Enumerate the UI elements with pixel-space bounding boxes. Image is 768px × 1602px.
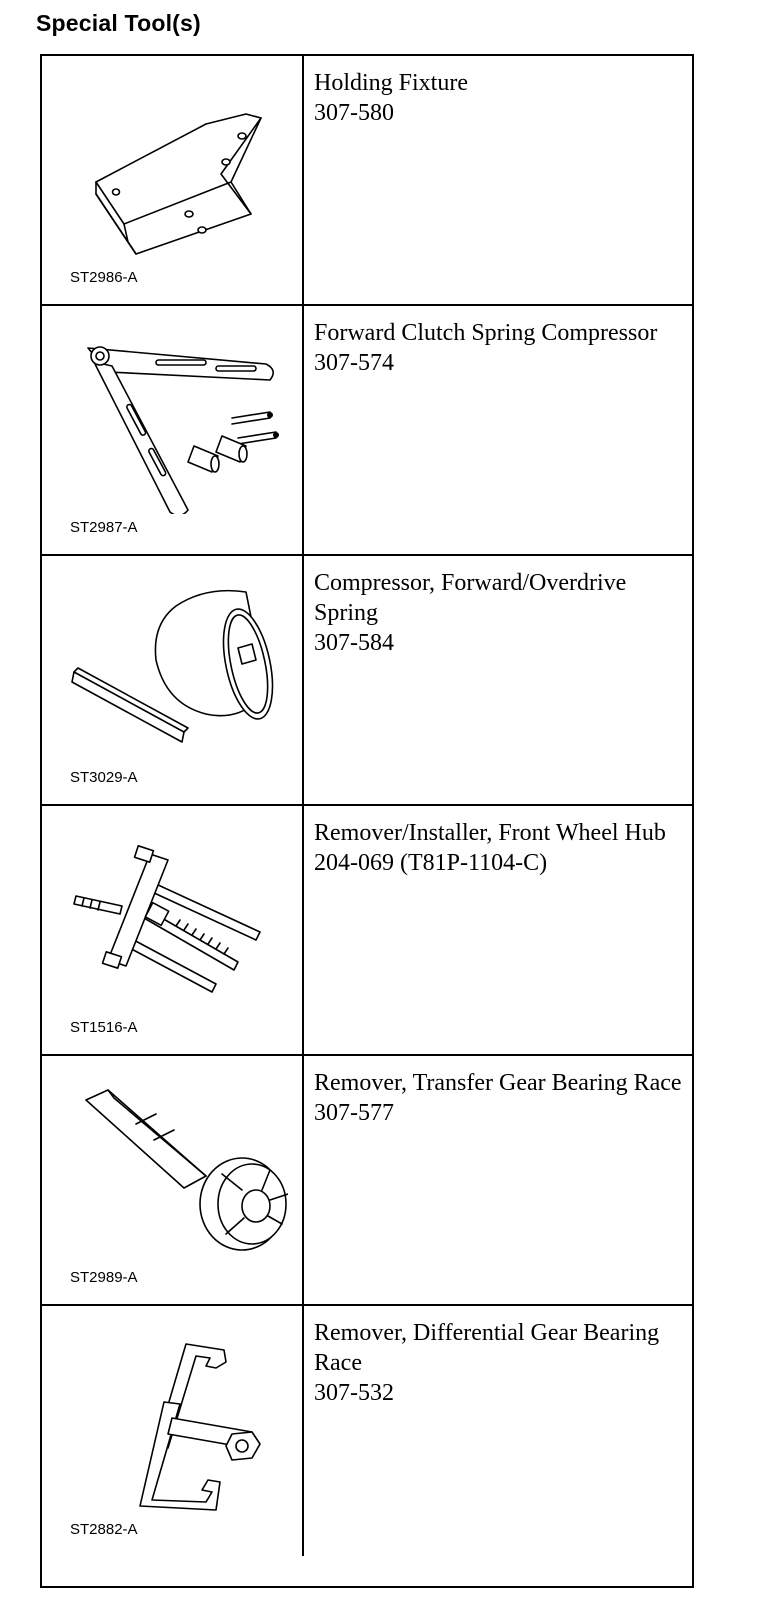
tool-description — [314, 568, 686, 658]
tool-number: 307-580 — [314, 100, 394, 126]
table-row — [42, 556, 692, 806]
tool-name: Forward Clutch Spring Compressor — [314, 320, 658, 346]
table-row — [42, 1306, 692, 1556]
illustration-code: ST3029-A — [70, 769, 138, 786]
illustration-cell — [42, 306, 304, 554]
hub-puller-illustration — [56, 814, 288, 1014]
table-row — [42, 806, 692, 1056]
tool-name: Compressor, Forward/Overdrive Spring — [314, 570, 627, 626]
holding-fixture-illustration — [56, 64, 288, 264]
tool-description — [314, 68, 686, 128]
page-title: Special Tool(s) — [36, 10, 201, 36]
illustration-cell — [42, 806, 304, 1054]
illustration-code: ST2987-A — [70, 519, 138, 536]
tool-description — [314, 818, 686, 878]
table-row — [42, 56, 692, 306]
tool-number: 204-069 (T81P-1104-C) — [314, 850, 548, 876]
illustration-code: ST2882-A — [70, 1521, 138, 1538]
tool-number: 307-577 — [314, 1100, 394, 1126]
illustration-cell — [42, 556, 304, 804]
table-row — [42, 1056, 692, 1306]
illustration-code: ST1516-A — [70, 1019, 138, 1036]
spring-compressor-illustration — [56, 314, 288, 514]
illustration-cell — [42, 1306, 304, 1556]
tool-number: 307-574 — [314, 350, 394, 376]
illustration-cell — [42, 1056, 304, 1304]
tool-name: Remover, Differential Gear Bearing Race — [314, 1320, 660, 1376]
table-row — [42, 306, 692, 556]
bearing-race-remover-illustration — [56, 1064, 288, 1264]
tool-name: Remover, Transfer Gear Bearing Race — [314, 1070, 682, 1096]
tool-number: 307-532 — [314, 1380, 394, 1406]
special-tools-table — [40, 54, 694, 1588]
illustration-code: ST2989-A — [70, 1269, 138, 1286]
tool-name: Holding Fixture — [314, 70, 468, 96]
tool-description — [314, 1318, 686, 1408]
tool-number: 307-584 — [314, 630, 394, 656]
tool-description — [314, 318, 686, 378]
illustration-code: ST2986-A — [70, 269, 138, 286]
tool-name: Remover/Installer, Front Wheel Hub — [314, 820, 666, 846]
illustration-cell — [42, 56, 304, 304]
cylinder-compressor-illustration — [56, 564, 288, 764]
differential-race-remover-illustration — [56, 1314, 288, 1514]
tool-description — [314, 1068, 686, 1128]
